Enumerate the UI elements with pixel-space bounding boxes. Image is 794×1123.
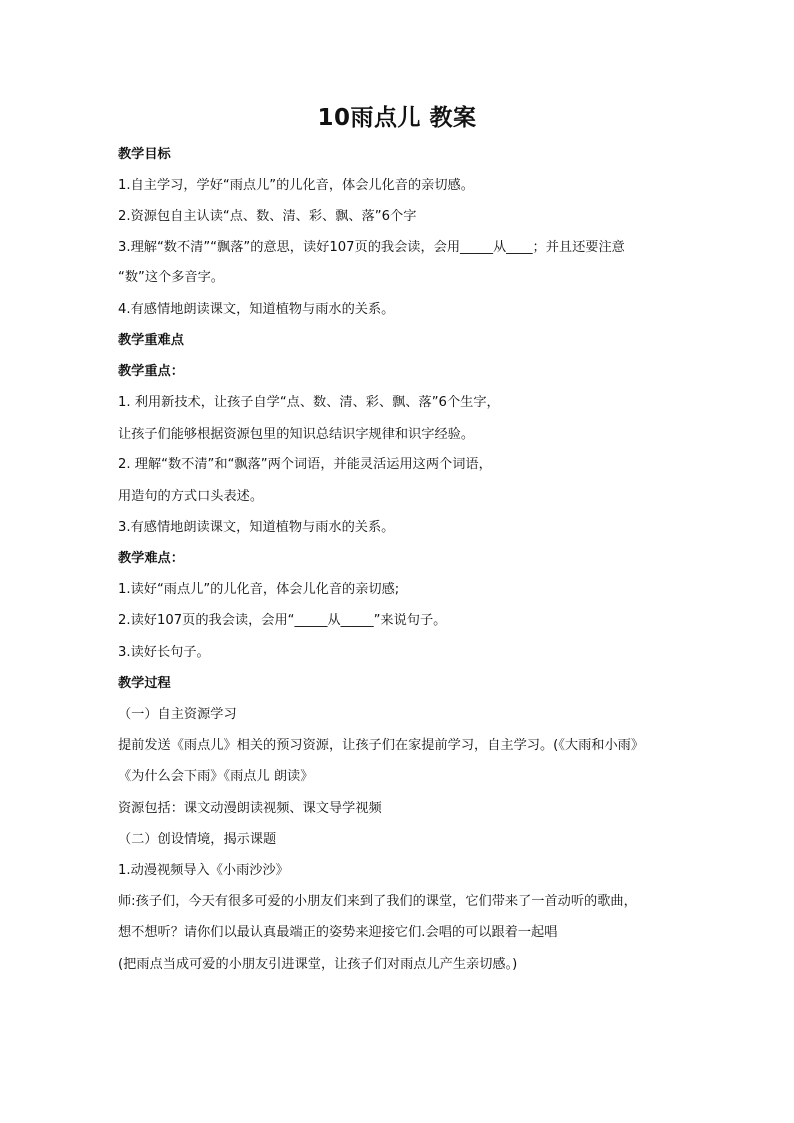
teacher-dialogue: 师:孩子们，今天有很多可爱的小朋友们来到了我们的课堂，它们带来了一首动听的歌曲， bbox=[118, 894, 637, 909]
subheading-key-points: 教学重点： bbox=[118, 364, 184, 379]
goal-item-2: 2.资源包自主认读“点、数、清、彩、飘、落”6个字 bbox=[118, 209, 417, 224]
key-point-1: 1. 利用新技术，让孩子自学“点、数、清、彩、飘、落”6个生字， bbox=[118, 395, 500, 410]
heading-teaching-process: 教学过程 bbox=[118, 676, 171, 691]
goal-item-3-continued: “数”这个多音字。 bbox=[118, 270, 224, 285]
difficult-point-1: 1.读好“雨点儿”的儿化音，体会儿化音的亲切感; bbox=[118, 582, 400, 597]
goal-item-1: 1.自主学习，学好“雨点儿”的儿化音，体会儿化音的亲切感。 bbox=[118, 178, 474, 193]
section-1-paragraph-continued: 《为什么会下雨》《雨点儿 朗读》 bbox=[118, 769, 314, 784]
heading-key-difficult-points: 教学重难点 bbox=[118, 333, 184, 348]
key-point-2: 2. 理解“数不清”和“飘落”两个词语，并能灵活运用这两个词语， bbox=[118, 457, 492, 472]
key-point-3: 3.有感情地朗读课文，知道植物与雨水的关系。 bbox=[118, 520, 395, 535]
difficult-point-3: 3.读好长句子。 bbox=[118, 645, 210, 660]
document-title: 10雨点儿 教案 bbox=[317, 105, 477, 131]
key-point-1-continued: 让孩子们能够根据资源包里的知识总结识字规律和识字经验。 bbox=[118, 427, 475, 442]
difficult-point-2: 2.读好107页的我会读，会用“_____从_____”来说句子。 bbox=[118, 613, 447, 628]
section-2-step-1: 1.动漫视频导入《小雨沙沙》 bbox=[118, 863, 289, 878]
teaching-note: (把雨点当成可爱的小朋友引进课堂，让孩子们对雨点儿产生亲切感。) bbox=[118, 957, 518, 972]
teacher-dialogue-continued: 想不想听？请你们以最认真最端正的姿势来迎接它们.会唱的可以跟着一起唱 bbox=[118, 925, 558, 940]
goal-item-4: 4.有感情地朗读课文，知道植物与雨水的关系。 bbox=[118, 302, 395, 317]
section-1-resources: 资源包括：课文动漫朗读视频、课文导学视频 bbox=[118, 801, 382, 816]
section-2-heading: （二）创设情境，揭示课题 bbox=[118, 832, 277, 847]
key-point-2-continued: 用造句的方式口头表述。 bbox=[118, 489, 264, 504]
goal-item-3: 3.理解“数不清”“飘落”的意思，读好107页的我会读，会用_____从____；并且还要注意 bbox=[118, 240, 625, 255]
heading-teaching-goals: 教学目标 bbox=[118, 147, 171, 162]
section-1-heading: （一）自主资源学习 bbox=[118, 707, 237, 722]
subheading-difficult-points: 教学难点： bbox=[118, 551, 184, 566]
section-1-paragraph: 提前发送《雨点儿》相关的预习资源，让孩子们在家提前学习，自主学习。(《大雨和小雨》 bbox=[118, 738, 645, 753]
